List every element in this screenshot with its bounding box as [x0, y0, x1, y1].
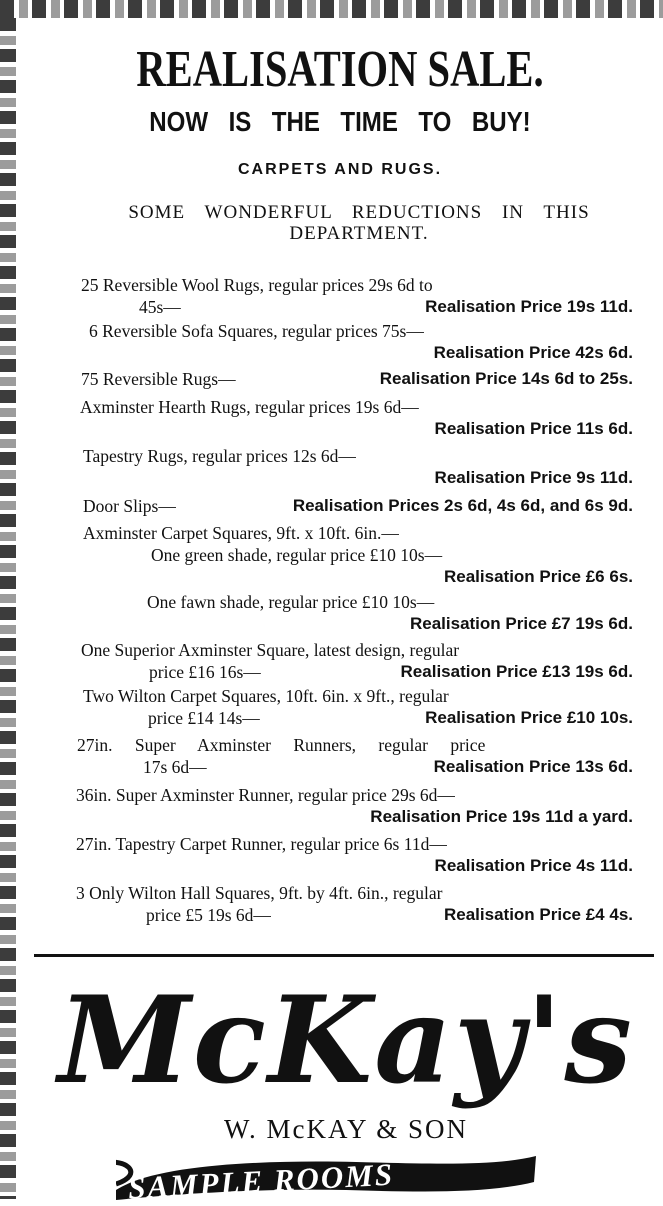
item-price: Realisation Price 42s 6d. — [433, 343, 633, 362]
item-description: 27in. Super Axminster Runners, regular price — [77, 735, 486, 755]
item-description: 75 Reversible Rugs— — [81, 369, 236, 389]
item-description: Axminster Carpet Squares, 9ft. x 10ft. 6in.— — [83, 523, 399, 543]
item-description: Tapestry Rugs, regular prices 12s 6d— — [83, 446, 356, 466]
item-price: Realisation Price 11s 6d. — [434, 419, 633, 438]
item-price: Realisation Price 9s 11d. — [434, 468, 633, 487]
list-item — [83, 320, 633, 364]
list-item — [81, 274, 633, 318]
item-description-cont: price £16 16s— — [149, 662, 261, 682]
item-price: Realisation Price 19s 11d a yard. — [370, 807, 633, 826]
item-price: Realisation Price £13 19s 6d. — [400, 662, 633, 681]
item-description: Door Slips— — [83, 496, 176, 516]
item-description: Two Wilton Carpet Squares, 10ft. 6in. x 9ft., regular — [83, 686, 449, 706]
list-item — [83, 591, 633, 635]
item-price: Realisation Price 14s 6d to 25s. — [379, 369, 633, 388]
headline: REALISATION SALE. — [136, 41, 544, 98]
item-price: Realisation Price 4s 11d. — [434, 856, 633, 875]
list-item — [81, 368, 633, 390]
item-description-cont: One green shade, regular price £10 10s— — [151, 545, 443, 565]
item-price: Realisation Price £4 4s. — [444, 905, 633, 924]
item-description: One Superior Axminster Square, latest design, regular — [81, 640, 460, 660]
item-description: 36in. Super Axminster Runner, regular price 29s 6d— — [76, 785, 455, 805]
item-price: Realisation Price £7 19s 6d. — [409, 614, 633, 633]
brand-script: McKay's — [58, 970, 634, 1111]
mckays-logo — [36, 970, 656, 1206]
decorative-border-top — [0, 0, 663, 18]
item-price: Realisation Price £10 10s. — [425, 708, 633, 727]
item-description-cont: 45s— — [139, 297, 181, 317]
item-description-cont: 17s 6d— — [143, 757, 207, 777]
subheadline: NOW IS THE TIME TO BUY! — [149, 106, 531, 137]
list-item — [76, 833, 633, 877]
list-item — [83, 685, 633, 729]
item-price: Realisation Prices 2s 6d, 4s 6d, and 6s 9d. — [292, 496, 633, 515]
item-description: 27in. Tapestry Carpet Runner, regular price 6s 11d— — [76, 834, 447, 854]
item-price: Realisation Price 19s 11d. — [425, 297, 633, 316]
decorative-border-left — [0, 18, 16, 1199]
department-heading: CARPETS AND RUGS. — [237, 161, 443, 178]
item-description: One fawn shade, regular price £10 10s— — [147, 592, 435, 612]
item-description: 6 Reversible Sofa Squares, regular prices 75s— — [89, 321, 424, 341]
list-item — [83, 522, 633, 588]
banner-text: SAMPLE ROOMS — [127, 1156, 395, 1206]
item-description: 3 Only Wilton Hall Squares, 9ft. by 4ft. 6in., regular — [76, 883, 443, 903]
list-item — [76, 784, 633, 828]
list-item — [81, 639, 633, 683]
list-item — [80, 396, 633, 440]
item-description-cont: price £14 14s— — [148, 708, 260, 728]
item-price: Realisation Price £6 6s. — [444, 567, 633, 586]
list-item — [77, 734, 633, 778]
item-description: 25 Reversible Wool Rugs, regular prices 29s 6d to — [81, 275, 433, 295]
item-price: Realisation Price 13s 6d. — [433, 757, 633, 776]
list-item — [83, 445, 633, 489]
item-description-cont: price £5 19s 6d— — [146, 905, 271, 925]
divider-rule — [34, 954, 654, 957]
list-item — [76, 882, 633, 926]
item-description: Axminster Hearth Rugs, regular prices 19s 6d— — [80, 397, 419, 417]
reductions-note: SOME WONDERFUL REDUCTIONS IN THIS DEPARTMENT. — [128, 202, 590, 244]
list-item — [83, 495, 633, 517]
firm-name: W. McKAY & SON — [223, 1114, 469, 1144]
